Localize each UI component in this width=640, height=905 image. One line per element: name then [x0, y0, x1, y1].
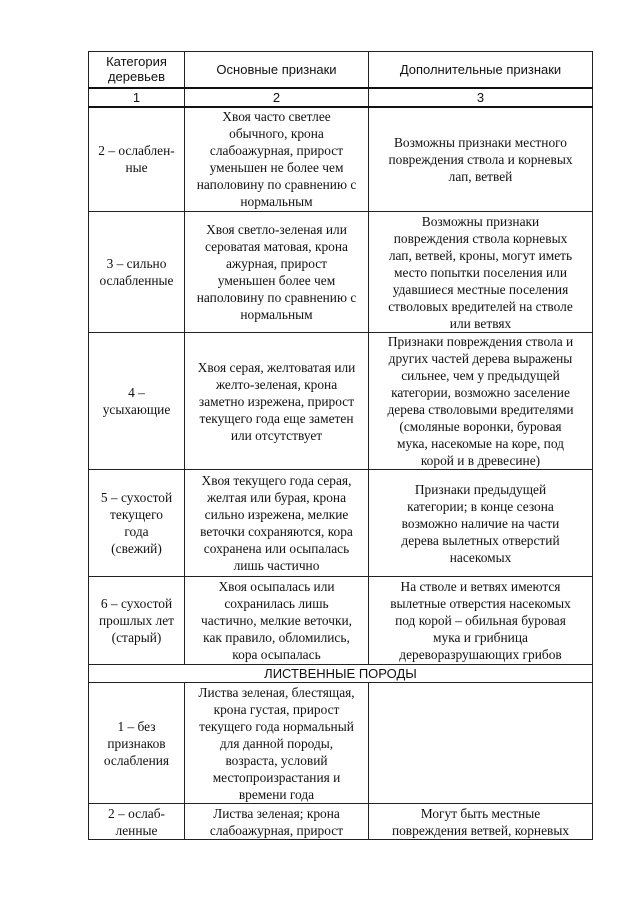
section-row: [89, 665, 593, 683]
table-row: [89, 212, 593, 333]
column-number: 1: [89, 88, 185, 107]
extra-signs-cell: Могут быть местные повреждения ветвей, корневых: [369, 804, 593, 840]
category-cell: 5 – сухостой текущего года (свежий): [89, 470, 185, 577]
extra-signs-cell: Возможны признаки повреждения ствола корневых лап, ветвей, кроны, могут иметь место попытки поселения или удавшиеся местные поселения стволовых вредителей на стволе или ветвях: [369, 212, 593, 333]
column-number: 2: [185, 88, 369, 107]
table-row: [89, 333, 593, 470]
extra-signs-cell: Признаки предыдущей категории; в конце сезона возможно наличие на части дерева вылетных отверстий насекомых: [369, 470, 593, 577]
table-row: [89, 683, 593, 804]
main-signs-cell: Хвоя серая, желтоватая или желто-зеленая, крона заметно изрежена, прирост текущего года еще заметен или отсутствует: [185, 333, 369, 470]
table-row: [89, 804, 593, 840]
category-cell: 3 – сильно ослабленные: [89, 212, 185, 333]
main-signs-cell: Листва зеленая, блестящая, крона густая, прирост текущего года нормальный для данной породы, возраста, условий местопроизрастания и времени года: [185, 683, 369, 804]
category-cell: 6 – сухостой прошлых лет (старый): [89, 577, 185, 665]
table-row: [89, 577, 593, 665]
extra-signs-cell: Возможны признаки местного повреждения ствола и корневых лап, ветвей: [369, 107, 593, 212]
section-title: ЛИСТВЕННЫЕ ПОРОДЫ: [89, 665, 593, 683]
header-category: Категория деревьев: [89, 52, 185, 88]
category-cell: 1 – без признаков ослабления: [89, 683, 185, 804]
column-number-row: [89, 88, 593, 107]
table-row: [89, 107, 593, 212]
header-extra-signs: Дополнительные признаки: [369, 52, 593, 88]
main-signs-cell: Листва зеленая; крона слабоажурная, прирост: [185, 804, 369, 840]
extra-signs-cell: [369, 683, 593, 804]
main-signs-cell: Хвоя часто светлее обычного, крона слабоажурная, прирост уменьшен не более чем наполовину по сравнению с нормальным: [185, 107, 369, 212]
extra-signs-cell: Признаки повреждения ствола и других частей дерева выражены сильнее, чем у предыдущей категории, возможно заселение дерева стволовыми вредителями (смоляные воронки, буровая мука, насекомые на коре, под корой и в древесине): [369, 333, 593, 470]
main-signs-cell: Хвоя светло-зеленая или сероватая матовая, крона ажурная, прирост уменьшен более чем наполовину по сравнению с нормальным: [185, 212, 369, 333]
extra-signs-cell: На стволе и ветвях имеются вылетные отверстия насекомых под корой – обильная буровая мука и грибница дереворазрушающих грибов: [369, 577, 593, 665]
table-row: [89, 470, 593, 577]
column-number: 3: [369, 88, 593, 107]
tree-condition-table: [88, 51, 593, 840]
main-signs-cell: Хвоя текущего года серая, желтая или бурая, крона сильно изрежена, мелкие веточки сохраняются, кора сохранена или осыпалась лишь частично: [185, 470, 369, 577]
header-row: [89, 52, 593, 88]
category-cell: 4 – усыхающие: [89, 333, 185, 470]
header-main-signs: Основные признаки: [185, 52, 369, 88]
main-signs-cell: Хвоя осыпалась или сохранилась лишь частично, мелкие веточки, как правило, обломились, кора осыпалась: [185, 577, 369, 665]
category-cell: 2 – ослаб- ленные: [89, 804, 185, 840]
category-cell: 2 – ослаблен- ные: [89, 107, 185, 212]
